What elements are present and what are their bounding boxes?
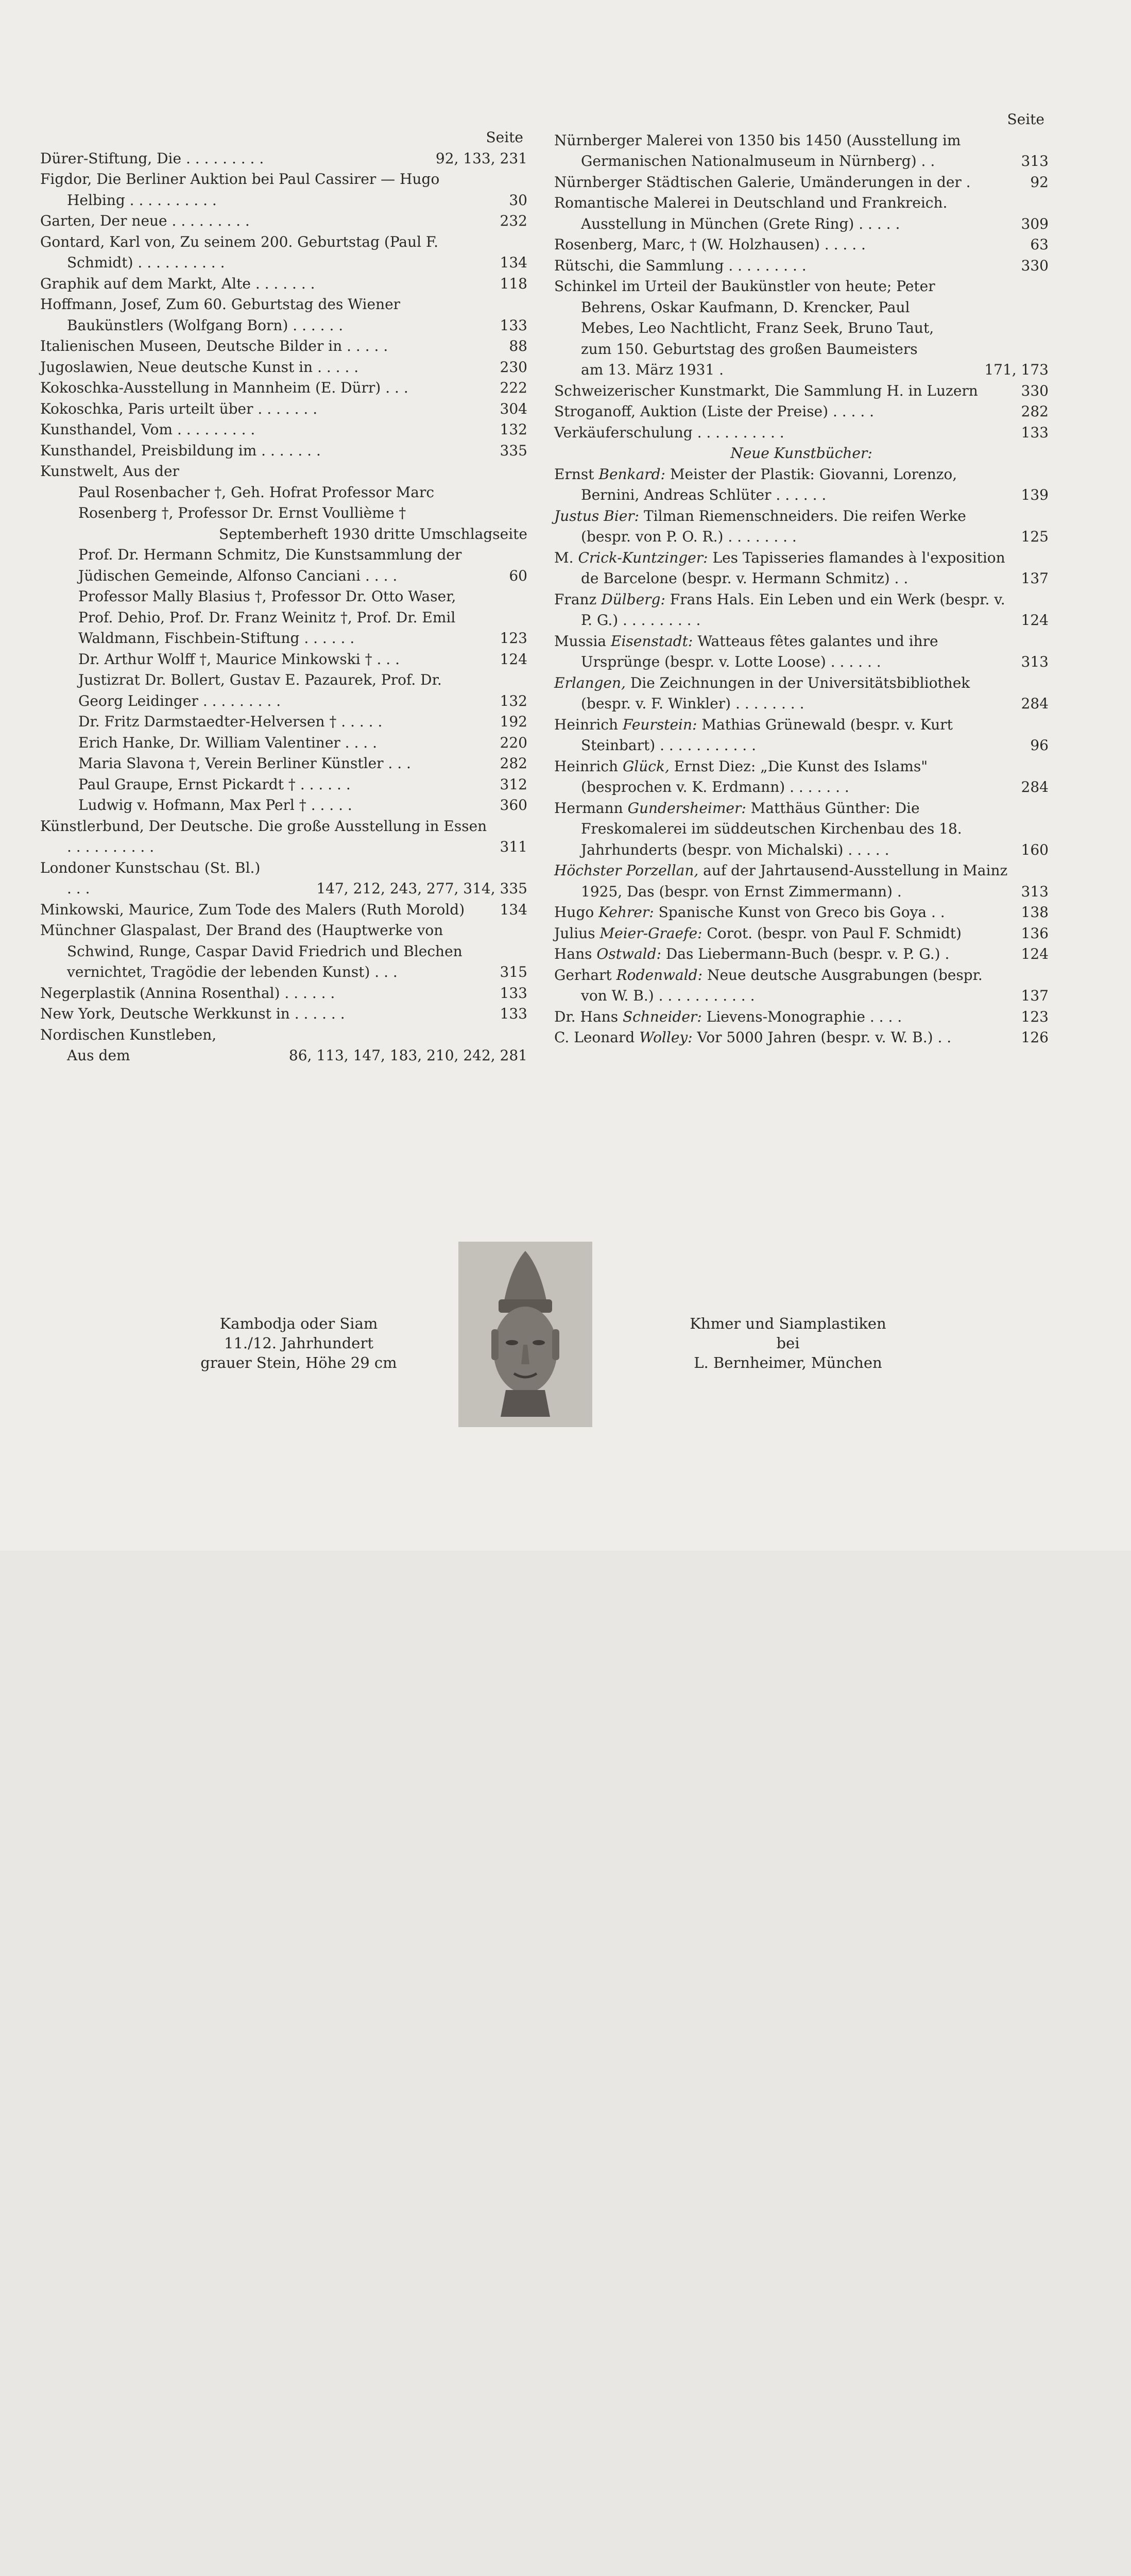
entry-page-number: 284 xyxy=(1021,778,1049,795)
author-surname: Glück, xyxy=(622,757,670,775)
book-review-entry xyxy=(554,923,1049,944)
entry-page-number: 123 xyxy=(500,630,527,647)
book-title: Neue deutsche Ausgrabungen (bespr. von W. B.) . . . . . . . . . . . xyxy=(581,966,983,1004)
entry-page-number: 63 xyxy=(1030,236,1049,253)
author-first-name: Gerhart xyxy=(554,966,616,984)
author-first-name: C. Leonard xyxy=(554,1029,640,1046)
author-surname: Meier-Graefe: xyxy=(599,924,702,942)
entry-page-number: 125 xyxy=(1021,528,1049,545)
entry-page-number: 192 xyxy=(500,713,527,730)
entry-title: Dr. Arthur Wolff †, Maurice Minkowski † . . . xyxy=(78,650,400,668)
entry-page-number: 335 xyxy=(500,442,527,459)
book-title: Mathias Grünewald (bespr. v. Kurt Steinbart) . . . . . . . . . . . xyxy=(581,716,953,754)
entry-title: Figdor, Die Berliner Auktion bei Paul Cassirer — Hugo Helbing . . . . . . . . . . xyxy=(40,171,440,209)
author-surname: Dülberg: xyxy=(601,590,665,608)
author-surname: Justus Bier: xyxy=(554,507,640,524)
entry-page-number: 147, 212, 243, 277, 314, 335 xyxy=(316,880,527,897)
seite-header: Seite xyxy=(486,129,523,146)
book-review-entry xyxy=(554,965,1049,1007)
entry-page-number: 313 xyxy=(1021,883,1049,900)
entry-page-number: 160 xyxy=(1021,841,1049,858)
book-title: Vor 5000 Jahren (bespr. v. W. B.) . . xyxy=(692,1029,952,1046)
entry-page-number: 134 xyxy=(500,901,527,918)
entry-title: Rosenberg, Marc, † (W. Holzhausen) . . . . . xyxy=(554,236,866,253)
entry-page-number: 222 xyxy=(500,379,527,396)
entry-title: Paul Rosenbacher †, Geh. Hofrat Professor Marc Rosenberg †, Professor Dr. Ernst Voullième † xyxy=(78,483,435,521)
author-first-name: Heinrich xyxy=(554,757,623,775)
index-entry xyxy=(40,858,527,900)
index-entries-continued xyxy=(40,816,527,1066)
index-entry xyxy=(554,234,1049,256)
author-first-name: Julius xyxy=(554,924,600,942)
entry-title: Jugoslawien, Neue deutsche Kunst in . . . . . xyxy=(40,358,359,376)
author-first-name: Heinrich xyxy=(554,716,623,733)
digitization-footer xyxy=(0,1551,1131,1631)
index-entry xyxy=(554,276,1049,381)
entry-title: Italienischen Museen, Deutsche Bilder in . . . . . xyxy=(40,337,388,354)
entry-title: Professor Mally Blasius †, Professor Dr. Otto Waser, Prof. Dehio, Prof. Dr. Franz Weinitz †, Prof. Dr. Emil Waldmann, Fischbein-Stiftung . . . . . . xyxy=(78,588,456,647)
book-entry-text xyxy=(554,464,1008,506)
book-review-entries xyxy=(554,464,1049,1048)
entry-page-number: 137 xyxy=(1021,570,1049,587)
entry-title: Justizrat Dr. Bollert, Gustav E. Pazaurek, Prof. Dr. Georg Leidinger . . . . . . . . . xyxy=(78,671,442,709)
index-entry xyxy=(40,232,527,274)
book-review-entry xyxy=(554,673,1049,715)
index-entry xyxy=(40,545,527,586)
entry-page-number: 309 xyxy=(1021,215,1049,232)
entry-title: Kunsthandel, Preisbildung im . . . . . . . xyxy=(40,442,321,459)
entry-page-number: 124 xyxy=(1021,612,1049,629)
author-first-name: Mussia xyxy=(554,632,611,650)
entry-page-number: 304 xyxy=(500,400,527,417)
book-title: Ernst Diez: „Die Kunst des Islams" (besprochen v. K. Erdmann) . . . . . . . xyxy=(581,757,928,795)
author-surname: Erlangen, xyxy=(554,674,626,691)
book-review-entry xyxy=(554,756,1049,798)
author-first-name: Hugo xyxy=(554,904,599,921)
entry-title: Kunstwelt, Aus der xyxy=(40,463,179,480)
entry-page-number: 96 xyxy=(1030,737,1049,754)
entry-page-number: 126 xyxy=(1021,1029,1049,1046)
book-title: Watteaus fêtes galantes und ihre Ursprünge (bespr. v. Lotte Loose) . . . . . . xyxy=(581,632,938,670)
seite-header: Seite xyxy=(1007,111,1044,128)
entry-title: Dr. Fritz Darmstaedter-Helversen † . . . . . xyxy=(78,713,383,730)
entry-title: Erich Hanke, Dr. William Valentiner . . . . xyxy=(78,734,377,751)
entry-page-number: 220 xyxy=(500,734,527,751)
entry-page-number: 232 xyxy=(500,212,527,229)
index-entry xyxy=(40,774,527,795)
index-entry xyxy=(40,148,527,170)
book-review-entry xyxy=(554,1027,1049,1048)
entry-page-number: 330 xyxy=(1021,257,1049,274)
entry-page-number: 132 xyxy=(500,421,527,438)
caption-line: Khmer und Siamplastiken xyxy=(690,1315,886,1332)
entry-page-number: 230 xyxy=(500,358,527,376)
book-entry-text xyxy=(554,798,1008,861)
book-review-entry xyxy=(554,715,1049,756)
entry-page-number: 313 xyxy=(1021,653,1049,670)
entry-title: Graphik auf dem Markt, Alte . . . . . . . xyxy=(40,275,315,292)
book-title: Die Zeichnungen in der Universitätsbibliothek (bespr. v. F. Winkler) . . . . . . . . xyxy=(581,674,970,712)
index-entry xyxy=(554,172,1049,193)
entry-title: Dürer-Stiftung, Die . . . . . . . . . xyxy=(40,149,264,167)
author-surname: Gundersheimer: xyxy=(627,799,746,817)
book-entry-text xyxy=(554,715,1008,756)
caption-line: grauer Stein, Höhe 29 cm xyxy=(200,1354,397,1371)
entry-page-number: 136 xyxy=(1021,924,1049,942)
entry-title: Prof. Dr. Hermann Schmitz, Die Kunstsammlung der Jüdischen Gemeinde, Alfonso Canciani . . . . xyxy=(78,546,462,584)
book-title: Spanische Kunst von Greco bis Goya . . xyxy=(654,904,945,921)
entry-page-number: 133 xyxy=(1021,423,1049,441)
author-surname: Rodenwald: xyxy=(616,966,703,984)
entry-page-number: 88 xyxy=(509,337,527,354)
book-review-entry xyxy=(554,798,1049,861)
author-surname: Ostwald: xyxy=(596,945,661,962)
book-review-entry xyxy=(554,902,1049,923)
entry-page-number: 124 xyxy=(1021,945,1049,962)
entry-title: Künstlerbund, Der Deutsche. Die große Ausstellung in Essen . . . . . . . . . . xyxy=(40,817,487,855)
index-entry xyxy=(40,670,527,711)
entry-title: Ludwig v. Hofmann, Max Perl † . . . . . xyxy=(78,796,352,814)
author-surname: Eisenstadt: xyxy=(611,632,693,650)
author-first-name: M. xyxy=(554,549,578,566)
index-entry xyxy=(40,816,527,858)
author-surname: Feurstein: xyxy=(622,716,697,733)
entry-page-number: 92, 133, 231 xyxy=(435,149,527,167)
entry-page-number: 311 xyxy=(500,838,527,855)
photo-caption-left xyxy=(185,1314,412,1372)
entry-title: Romantische Malerei in Deutschland und Frankreich. Ausstellung in München (Grete Ring) . . . . . xyxy=(554,194,948,232)
entry-page-number: 133 xyxy=(500,316,527,334)
entry-page-number: 123 xyxy=(1021,1008,1049,1025)
caption-line: bei xyxy=(776,1334,800,1352)
index-column-left xyxy=(40,127,527,1066)
index-entry xyxy=(554,422,1049,444)
index-entries xyxy=(554,130,1049,444)
entry-title: Kokoschka, Paris urteilt über . . . . . . . xyxy=(40,400,318,417)
books-heading: Neue Kunstbücher: xyxy=(730,445,872,462)
book-title: Meister der Plastik: Giovanni, Lorenzo, Bernini, Andreas Schlüter . . . . . . xyxy=(581,465,957,503)
entry-page-number: 118 xyxy=(500,275,527,292)
entry-page-number: 330 xyxy=(1021,382,1049,399)
entry-title: Septemberheft 1930 dritte Umschlagseite xyxy=(219,525,527,543)
caption-line: Kambodja oder Siam xyxy=(219,1315,378,1332)
entry-title: Rütschi, die Sammlung . . . . . . . . . xyxy=(554,257,807,274)
index-entry xyxy=(554,130,1049,172)
book-entry-text xyxy=(554,1027,1008,1048)
caption-line: 11./12. Jahrhundert xyxy=(224,1334,373,1352)
index-entry xyxy=(40,586,527,649)
author-surname: Crick-Kuntzinger: xyxy=(578,549,708,566)
index-entry xyxy=(40,378,527,399)
entry-page-number: 139 xyxy=(1021,486,1049,503)
author-first-name: Franz xyxy=(554,590,602,608)
photo-caption-right xyxy=(664,1314,912,1372)
book-entry-text xyxy=(554,548,1008,589)
book-review-entry xyxy=(554,860,1049,902)
entry-page-number: 138 xyxy=(1021,904,1049,921)
entry-title: Nürnberger Städtischen Galerie, Umänderungen in der . xyxy=(554,173,971,191)
entry-page-number: 313 xyxy=(1021,152,1049,170)
book-title: Tilman Riemenschneiders. Die reifen Werke (bespr. von P. O. R.) . . . . . . . . xyxy=(581,507,966,545)
book-title: Corot. (bespr. von Paul F. Schmidt) xyxy=(702,924,962,942)
entry-title: Stroganoff, Auktion (Liste der Preise) . . . . . xyxy=(554,403,875,420)
entry-page-number: 124 xyxy=(500,650,527,668)
entry-page-number: 360 xyxy=(500,796,527,814)
index-entry xyxy=(554,256,1049,277)
book-entry-text xyxy=(554,923,1008,944)
entry-title: Schweizerischer Kunstmarkt, Die Sammlung H. in Luzern xyxy=(554,382,978,399)
index-entry xyxy=(40,399,527,420)
entry-page-number: 133 xyxy=(500,1005,527,1022)
book-title: Das Liebermann-Buch (bespr. v. P. G.) . xyxy=(661,945,950,962)
book-entry-text xyxy=(554,631,1008,673)
entry-page-number: 282 xyxy=(500,755,527,772)
index-entry xyxy=(40,440,527,462)
entry-title: Kunsthandel, Vom . . . . . . . . . xyxy=(40,421,255,438)
book-review-entry xyxy=(554,589,1049,631)
entry-title: Garten, Der neue . . . . . . . . . xyxy=(40,212,250,229)
author-first-name: Ernst xyxy=(554,465,599,483)
entry-title: Londoner Kunstschau (St. Bl.) . . . xyxy=(40,859,261,897)
entry-page-number: 86, 113, 147, 183, 210, 242, 281 xyxy=(288,1047,527,1064)
entry-title: Gontard, Karl von, Zu seinem 200. Geburtstag (Paul F. Schmidt) . . . . . . . . . . xyxy=(40,233,438,271)
book-review-entry xyxy=(554,464,1049,506)
index-entry xyxy=(40,983,527,1004)
author-first-name: Hans xyxy=(554,945,597,962)
book-review-entry xyxy=(554,548,1049,589)
book-entry-text xyxy=(554,756,1008,798)
entry-title: Nordischen Kunstleben, Aus dem xyxy=(40,1026,217,1064)
index-entry xyxy=(40,419,527,440)
entry-page-number: 92 xyxy=(1030,173,1049,191)
index-entry xyxy=(40,795,527,816)
entry-page-number: 60 xyxy=(509,567,527,584)
book-entry-text xyxy=(554,965,1008,1007)
author-first-name: Hermann xyxy=(554,799,628,817)
index-entry xyxy=(554,401,1049,422)
book-entry-text xyxy=(554,902,1008,923)
index-entry xyxy=(40,482,527,524)
author-surname: Schneider: xyxy=(622,1008,702,1025)
book-review-entry xyxy=(554,1007,1049,1028)
index-entry xyxy=(40,753,527,774)
index-entry xyxy=(554,193,1049,234)
index-entry xyxy=(40,1025,527,1066)
index-entry xyxy=(40,733,527,754)
entry-title: Münchner Glaspalast, Der Brand des (Hauptwerke von Schwind, Runge, Caspar David Friedrich und Blechen vernichtet, Tragödie der lebenden Kunst) . . . xyxy=(40,922,462,980)
index-entry xyxy=(40,211,527,232)
index-entry xyxy=(40,294,527,336)
entry-page-number: 315 xyxy=(500,963,527,980)
book-entry-text xyxy=(554,860,1008,902)
entry-page-number: 133 xyxy=(500,984,527,1002)
entry-title: Negerplastik (Annina Rosenthal) . . . . . . xyxy=(40,984,335,1002)
index-entry xyxy=(40,274,527,295)
entry-page-number: 132 xyxy=(500,692,527,709)
entry-title: Kokoschka-Ausstellung in Mannheim (E. Dürr) . . . xyxy=(40,379,408,396)
entry-page-number: 134 xyxy=(500,254,527,271)
author-surname: Benkard: xyxy=(598,465,665,483)
book-review-entry xyxy=(554,944,1049,965)
book-title: Lievens-Monographie . . . . xyxy=(701,1008,902,1025)
entry-title: Hoffmann, Josef, Zum 60. Geburtstag des Wiener Baukünstlers (Wolfgang Born) . . . . . . xyxy=(40,296,401,334)
book-entry-text xyxy=(554,506,1008,548)
author-surname: Höchster Porzellan, xyxy=(554,862,699,879)
index-entry xyxy=(40,336,527,357)
index-entry xyxy=(40,900,527,921)
entry-title: Nürnberger Malerei von 1350 bis 1450 (Ausstellung im Germanischen Nationalmuseum in Nürnberg) . . xyxy=(554,131,961,170)
index-entry xyxy=(40,649,527,670)
book-title: Matthäus Günther: Die Freskomalerei im süddeutschen Kirchenbau des 18. Jahrhunderts (bespr. von Michalski) . . . . . xyxy=(581,799,962,858)
entry-page-number: 137 xyxy=(1021,987,1049,1004)
book-title: auf der Jahrtausend-Ausstellung in Mainz 1925, Das (bespr. von Ernst Zimmermann) . xyxy=(581,862,1008,900)
index-entry xyxy=(40,461,527,482)
entry-title: Paul Graupe, Ernst Pickardt † . . . . . . xyxy=(78,775,351,793)
entry-page-number: 282 xyxy=(1021,403,1049,420)
khmer-head-sculpture-photo xyxy=(458,1242,592,1427)
entry-title: New York, Deutsche Werkkunst in . . . . . . xyxy=(40,1005,345,1022)
index-entry xyxy=(40,920,527,983)
book-entry-text xyxy=(554,673,1008,715)
index-entry xyxy=(40,1004,527,1025)
entry-title: Maria Slavona †, Verein Berliner Künstler . . . xyxy=(78,755,411,772)
book-title: Les Tapisseries flamandes à l'exposition de Barcelone (bespr. v. Hermann Schmitz) . . xyxy=(581,549,1005,587)
kunstwelt-sub-entries xyxy=(40,482,527,816)
book-title: Frans Hals. Ein Leben und ein Werk (bespr. v. P. G.) . . . . . . . . . xyxy=(581,590,1005,629)
book-entry-text xyxy=(554,1007,1008,1028)
index-entry xyxy=(40,169,527,211)
entry-title: Verkäuferschulung . . . . . . . . . . xyxy=(554,423,784,441)
entry-page-number: 171, 173 xyxy=(984,361,1049,378)
index-entries xyxy=(40,148,527,482)
entry-page-number: 284 xyxy=(1021,695,1049,712)
entry-title: Minkowski, Maurice, Zum Tode des Malers (Ruth Morold) xyxy=(40,901,465,918)
index-column-right xyxy=(554,109,1049,1048)
book-review-entry xyxy=(554,506,1049,548)
book-entry-text xyxy=(554,589,1008,631)
author-surname: Kehrer: xyxy=(598,904,654,921)
entry-page-number: 312 xyxy=(500,775,527,793)
index-entry xyxy=(554,381,1049,402)
entry-page-number: 30 xyxy=(509,191,527,209)
author-surname: Wolley: xyxy=(639,1029,693,1046)
index-entry xyxy=(40,524,527,545)
caption-line: L. Bernheimer, München xyxy=(694,1354,882,1371)
book-entry-text xyxy=(554,944,1008,965)
entry-title: Schinkel im Urteil der Baukünstler von heute; Peter Behrens, Oskar Kaufmann, D. Krencker, Paul Mebes, Leo Nachtlicht, Franz Seek, Bruno Taut, zum 150. Geburtstag des großen Baumeisters am 13. März 1931 . xyxy=(554,278,935,378)
index-entry xyxy=(40,357,527,378)
index-entry xyxy=(40,711,527,733)
author-first-name: Dr. Hans xyxy=(554,1008,623,1025)
book-review-entry xyxy=(554,631,1049,673)
